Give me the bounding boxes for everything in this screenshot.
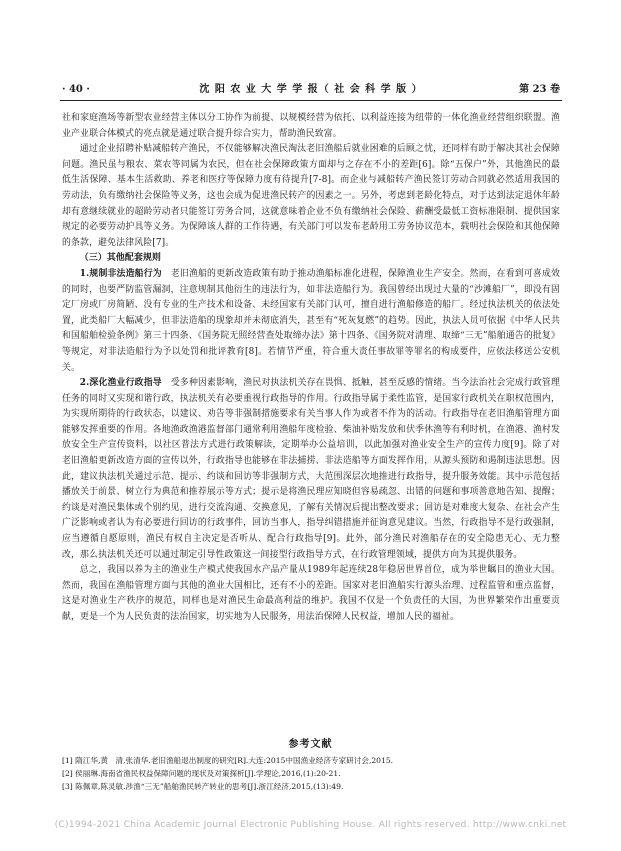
paragraph-lead-title: 1.规制非法造船行为 — [79, 268, 162, 279]
page-header — [60, 82, 562, 101]
paragraph-continuation: 社和家庭渔场等新型农业经营主体以分工协作为前提、以规模经营为依托、以利益连接为纽带的一体化渔业经营组织联盟。渔业产业联合体模式的亮点就是通过联合提升综合实力，帮助渔民致富。 — [62, 113, 560, 139]
references-title: 参考文献 — [288, 739, 333, 750]
volume-label: 第 23 卷 — [519, 84, 560, 95]
reference-item: [2] 侯丽琳.海南省渔民权益保障问题的现状及对策探析[J].学理论,2016,(1):20-21. — [62, 769, 341, 778]
paragraph-text: 受多种因素影响，渔民对执法机关存在畏惧、抵触，甚至反感的情绪。当今法治社会完成行政管理任务的同时又实现和谐行政，执法机关有必要重视行政指导的作用。行政指导属于柔性监管，是国家行政机关在职权范围内，为实现所期待的行政状态，以建议、劝告等非强制措施要求有关当事人作为或者不作为的活动。行政指导在老旧渔船管理方面能够发挥重要的作用。各地渔政渔港监督部门通常利用渔船年度检验、柴油补贴发放和伏季休渔等有利时机，在渔港、渔村发放安全生产宣传资料，以社区普法方式进行政策解读，定期举办公益培训，以此加强对渔业安全生产的宣传力度[9]。除了对老旧渔船更新改造方面的宣传以外，行政指导也能够在非法捕捞、非法造船等方面发挥作用，从源头预防和遏制违法思想。因此，建议执法机关通过示范、提示、约谈和回访等非强制方式，大范围深层次地推进行政指导，提升服务效能。其中示范包括播放关于前景、树立行为典范和推荐展示等方式；提示是将渔民理应知晓但容易疏忽、出错的问题和事项善意地告知、提醒；约谈是对渔民集体或个别约见，进行交流沟通、交换意见，了解有关情况后提出整改要求；回访是对难度大复杂、在社会产生广泛影响或者认为有必要进行回访的行政事件，回访当事人，指导纠错措施并征询意见建议。当然，行政指导不是行政强制，应当遵循自愿原则，渔民有权自主决定是否听从、配合行政指导[9]。此外，部分渔民对渔船存在的安全隐患无心、无力整改，那么执法机关还可以通过制定引导性政策这一间接型行政指导方式，在行政管理领域，提供方向为其提供服务。 — [62, 378, 561, 560]
paragraph-social-security: 通过企业招聘补贴减船转产渔民，不仅能够解决渔民淘汰老旧渔船后就业困难的后顾之忧，还同样有助于解决其社会保障问题。渔民虽与粮农、菜农等同属为农民，但在社会保障政策方面却与之存在不小的差距[6]。除“五保户”外，其他渔民的最低生活保障、基本生活救助、养老和医疗等保障力度有待提升[7-8]。而企业与减船转产渔民签订劳动合同就必然适用我国的劳动法，负有缴纳社会保险等义务，这也会成为促进渔民转产的因素之一。另外，考虑到老龄化特点，对于达到法定退休年龄却有意继续就业的超龄劳动者只能签订劳务合同，这就意味着企业不负有缴纳社会保险、薪酬受最低工资标准限制、提供国家规定的必要劳动护具等义务。为保障该人群的工作待遇，有关部门可以发布老龄用工劳务协议范本，载明社会保险和其他保障的条款，避免法律风险[7]。 — [62, 144, 560, 248]
article-body — [62, 111, 560, 626]
paragraph-conclusion: 总之，我国以养为主的渔业生产模式使我国水产品产量从1989年起连续28年稳居世界首位，成为举世瞩目的渔业大国。然而，我国在渔船管理方面与其他的渔业大国相比，还有不小的差距。国家对老旧渔船实行源头治理、过程监管和重点监督，这是对渔业生产秩序的规范，同样也是对渔民生命最高利益的维护。我国不仅是一个负责任的大国，为世界繁荣作出重要贡献，更是一个为人民负责的法治国家，切实地为人民服务，用法治保障人民权益，增加人民的福祉。 — [62, 565, 560, 622]
references-list — [62, 754, 560, 793]
reference-item: [1] 隋江华,黄 清,张清华.老旧渔船退出制度的研究[R].大连:2015中国渔业经济专家研讨会,2015. — [62, 756, 394, 765]
page-number: · 40 · — [62, 84, 90, 95]
copyright-watermark: (C)1994-2021 China Academic Journal Electronic Publishing House. All rights reserved. http://www.cnki.net — [54, 820, 567, 830]
paragraph-lead-title: 2.深化渔业行政指导 — [79, 378, 162, 389]
reference-item: [3] 陈佩章,陈灵敏.渉渔“三无”船舶渔民转产转业的思考[J].浙江经济,2015,(13):49. — [62, 782, 344, 791]
paragraph-text: 老旧渔船的更新改造政策有助于推动渔船标准化进程，保障渔业生产安全。然而，在看到可喜成效的同时，也要严防监管漏洞，注意规制其他衍生的违法行为，如非法造船行为。我国曾经出现过大量的“沙滩船厂”，即没有固定厂房或厂房简陋、没有专业的生产技术和设备、未经国家有关部门认可，擅自进行渔船修造的船厂。经过执法机关的依法处置，此类船厂大幅减少，但非法造船的现象却并未彻底消失，甚至有“死灰复燃”的趋势。因此，执法人员可依据《中华人民共和国船舶检验条例》第三十四条、《国务院无照经营查处取缔办法》第十四条、《国务院对清理、取缔“三无”船舶通告的批复》等规定，对非法造船行为予以处罚和批评教育[8]。若情节严重，符合重大责任事故罪等罪名的构成要件，应依法移送公安机关。 — [62, 268, 561, 373]
section-heading: （三）其他配套规则 — [79, 253, 162, 264]
paragraph-illegal-shipbuilding — [62, 267, 560, 376]
journal-title: 沈 阳 农 业 大 学 学 报（ 社 会 科 学 版 ） — [199, 84, 423, 95]
paragraph-administrative-guidance — [62, 376, 560, 563]
